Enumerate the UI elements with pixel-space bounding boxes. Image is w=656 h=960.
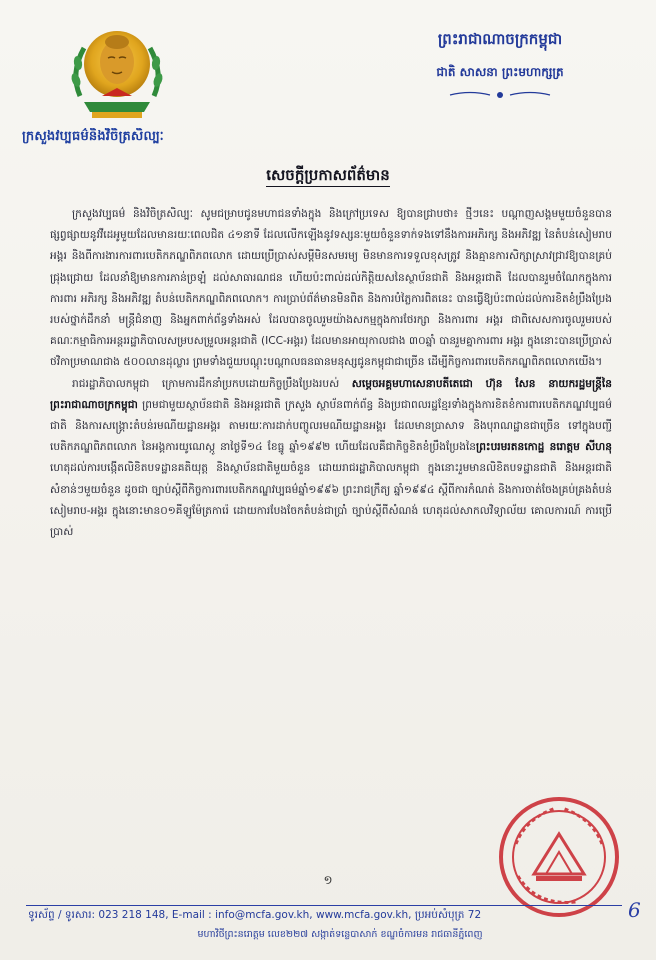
postbox-number: 72 [467, 909, 482, 921]
leader-name: សម្តេចអគ្គមហាសេនាបតីតេជោ ហ៊ុន សែន នាយករដ្ឋមន្ត្រីនៃព្រះរាជាណាចក្រកម្ពុជា [50, 377, 612, 411]
ministry-name: ក្រសួងវប្បធម៌និងវិចិត្រសិល្បៈ [22, 129, 164, 144]
email-address: info@mcfa.gov.kh [215, 909, 310, 921]
page-number: ១ [323, 873, 333, 887]
footer-divider [26, 905, 622, 906]
ornament-divider-icon [445, 90, 555, 100]
document-title [0, 166, 656, 188]
document-body [50, 204, 612, 834]
email-label: E-mail : [171, 909, 212, 921]
document-title-text: សេចក្តីប្រកាសព័ត៌មាន [266, 166, 390, 187]
phone-number: 023 218 148 [98, 909, 166, 921]
kingdom-title: ព្រះរាជាណាចក្រកម្ពុជា [437, 30, 563, 48]
ministry-emblem-icon [62, 18, 172, 128]
paragraph-2-end: ហេតុដល់ការបង្កើតលិខិតបទដ្ឋានគតិយុត្ត និងស្ថាប័នជាតិមួយចំនួន ដោយរាជរដ្ឋាភិបាលកម្ពុជា ក្នុងនោះរួមមានលិខិតបទដ្ឋានជាតិ និងអន្តរជាតិសំខាន់ៗមួយចំនួន ដូចជា ច្បាប់ស្តីពីកិច្ចការពារបេតិកភណ្ឌវប្បធម៌ឆ្នាំ១៩៩៦ ព្រះរាជក្រឹត្យ ឆ្នាំ១៩៩៤ ស្តីពីការកំណត់ និងការចាត់ចែងគ្រប់គ្រងតំបន់សៀមរាប-អង្គរ ក្នុងនោះមាន០១គីឡូម៉ែត្រការ៉េ ដោយការបែងចែកតំបន់ជាប្រាំ ច្បាប់ស្តីពីសំណង់ ហេតុដល់សាកលវិទ្យាល័យ គោលការណ៍ ការប្រើប្រាស់ [50, 462, 612, 539]
paragraph-2-middle: ព្រមជាមួយស្ថាប័នជាតិ និងអន្តរជាតិ ក្រសួង ស្ថាប័នពាក់ព័ន្ធ និងប្រជាពលរដ្ឋខ្មែរទាំងក្នុងការខិតខំការពារបេតិកភណ្ឌវប្បធម៌ជាតិ និងការសង្គ្រោះតំបន់រមណីយដ្ឋានអង្គរ តាមរយៈការដាក់បញ្ចូលរមណីយដ្ឋានអង្គរ ដែលមានប្រាសាទ និងបុរាណដ្ឋានជាច្រើន ទៅក្នុងបញ្ជីបេតិកភណ្ឌពិភពលោក នៃអង្គការយូណេស្កូ នាថ្ងៃទី១៤ ខែធ្នូ ឆ្នាំ១៩៩២ ហើយដែលគឺជាកិច្ចខិតខំប្រឹងប្រែងនៃ [50, 398, 612, 454]
body-paragraph-2 [50, 374, 612, 544]
footer-address: មហាវិថីព្រះនរោត្តម លេខ២២៧ សង្កាត់ទន្លេបាសាក់ ខណ្ឌចំការមន រាជធានីភ្នំពេញ [197, 929, 483, 940]
paragraph-2-start: រាជរដ្ឋាភិបាលកម្ពុជា ក្រោមការដឹកនាំប្រកបដោយកិច្ចប្រឹងប្រែងរបស់ [72, 377, 340, 390]
kingdom-header [390, 30, 610, 104]
kingdom-motto: ជាតិ សាសនា ព្រះមហាក្សត្រ [436, 65, 564, 79]
footer-contact: ទូរស័ព្ទ / ទូរសារ: 023 218 148, E-mail : info@mcfa.gov.kh, www.mcfa.gov.kh, ប្រអប់សំបុត្រ 72 [28, 909, 482, 921]
phone-label: ទូរស័ព្ទ / ទូរសារ: [28, 909, 96, 921]
body-paragraph-1: ក្រសួងវប្បធម៌ និងវិចិត្រសិល្បៈ សូមជម្រាបជូនមហាជនទាំងក្នុង និងក្រៅប្រទេស ឱ្យបានជ្រាបថា៖ ថ្មីៗនេះ បណ្តាញសង្គមមួយចំនួនបានផ្សព្វផ្សាយនូវវីដេអូមួយដែលមានរយៈពេលជិត ៤១នាទី ដែលលើកឡើងនូវទស្សនៈមួយចំនួនទាក់ទងទៅនឹងការអភិរក្ស និងអភិវឌ្ឍ នៃតំបន់សៀមរាប អង្គរ និងពីការងារការពារបេតិកភណ្ឌពិភពលោក ដោយប្រើប្រាស់សម្តីមិនសមរម្យ មិនមានការទទួលខុសត្រូវ និងគ្មានការសិក្សាស្រាវជ្រាវឱ្យបានគ្រប់ជ្រុងជ្រោយ ដែលនាំឱ្យមានការភាន់ច្រឡំ ដល់សាធារណជន ហើយប៉ះពាល់ដល់កិត្តិយសនៃស្ថាប័នជាតិ និងអន្តរជាតិ ដែលបានរួមចំណែកក្នុងការការពារ អភិរក្ស និងអភិវឌ្ឍ តំបន់បេតិកភណ្ឌពិភពលោក។ ការប្រាប់ព័ត៌មានមិនពិត និងការបំភ្លៃការពិតនេះ បានធ្វើឱ្យប៉ះពាល់ដល់ការខិតខំប្រឹងប្រែងរបស់ថ្នាក់ដឹកនាំ មន្ត្រីជំនាញ និងអ្នកពាក់ព័ន្ធទាំងអស់ ដែលបានចូលរួមយ៉ាងសកម្មក្នុងការថែរក្សា និងការពារ អង្គរ ជាពិសេសការចូលរួមរបស់គណៈកម្មាធិការអន្តររដ្ឋាភិបាលសម្របសម្រួលអន្តរជាតិ (ICC-អង្គរ) ដែលមានអាយុកាលជាង ៣០ឆ្នាំ បានរួមគ្នាការពារ អង្គរ ក្នុងនោះបានប្រើប្រាស់ថវិកាប្រមាណជាង ៥០០លានដុល្លារ ព្រមទាំងជួយបណ្តុះបណ្តាលធនធានមនុស្សជូនកម្ពុជាជាច្រើន ដើម្បីកិច្ចការពារបេតិកភណ្ឌពិភពលោកយើង។ [50, 208, 612, 369]
handwritten-margin-mark: 6 [628, 898, 641, 922]
official-seal-stamp-icon [496, 794, 622, 920]
king-name: ព្រះបរមរតនកោដ្ឋ នរោត្តម សីហនុ [476, 441, 612, 454]
website: www.mcfa.gov.kh [315, 909, 409, 921]
postbox-label: ប្រអប់សំបុត្រ [414, 909, 465, 921]
